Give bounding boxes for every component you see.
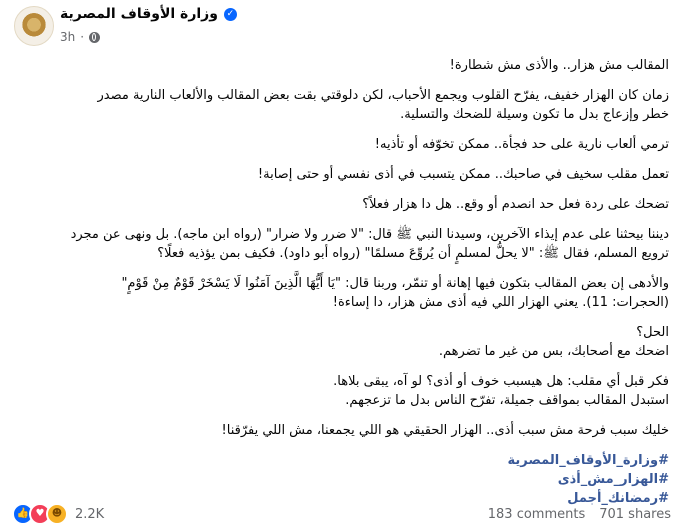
post-line: الحل؟ xyxy=(636,325,669,340)
post-line: خطر وإزعاج بدل ما تكون وسيلة للضحك والتسلية. xyxy=(400,107,669,122)
post-line: (الحجرات: 11). يعني الهزار اللي فيه أذى مش هزار، دا إساءة! xyxy=(332,295,669,310)
post-header xyxy=(0,0,683,52)
shares-count[interactable]: 701 shares xyxy=(599,506,671,522)
post-line: اضحك مع أصحابك، بس من غير ما تضرهم. xyxy=(438,344,669,359)
engagement-counts xyxy=(488,507,671,522)
post-paragraph xyxy=(14,323,669,361)
post-paragraph xyxy=(14,421,669,440)
globe-icon xyxy=(89,32,100,43)
post-line: المقالب مش هزار.. والأذى مش شطارة! xyxy=(449,58,669,73)
post-line: فكر قبل أي مقلب: هل هيسبب خوف أو أذى؟ لو آه، يبقى بلاها. xyxy=(333,374,669,389)
comments-count[interactable]: 183 comments xyxy=(487,506,586,522)
post-paragraph xyxy=(14,372,669,410)
reactions-summary[interactable] xyxy=(12,503,104,525)
love-icon: ♥ xyxy=(29,503,51,525)
post-line: والأدهى إن بعض المقالب بتكون فيها إهانة أو تنمّر، وربنا قال: "يَا أَيُّهَا الَّذِينَ آمَنُوا لَا يَسْخَرْ قَوْمٌ مِنْ قَوْمٍ" xyxy=(121,276,669,291)
page-avatar[interactable] xyxy=(14,6,54,46)
post-line: استبدل المقالب بمواقف جميلة، تفرّح الناس بدل ما تزعجهم. xyxy=(345,393,669,408)
post-paragraph xyxy=(14,135,669,154)
reactions-count: 2.2K xyxy=(75,506,105,522)
post-line: زمان كان الهزار خفيف، يفرّح القلوب ويجمع الأحباب، لكن دلوقتي بقت بعض المقالب والألعاب النارية مصدر xyxy=(97,88,669,103)
post-paragraph xyxy=(14,86,669,124)
post-footer xyxy=(0,499,683,529)
care-icon: ☻ xyxy=(46,503,68,525)
hashtag-link[interactable]: #وزارة_الأوقاف_المصرية xyxy=(507,453,669,468)
page-name-row xyxy=(60,6,237,22)
reaction-icons xyxy=(12,503,63,525)
post-paragraph xyxy=(14,274,669,312)
post-line: تضحك على ردة فعل حد انصدم أو وقع.. هل دا هزار فعلاً؟ xyxy=(362,197,669,212)
post-meta: 3h · xyxy=(60,30,100,44)
post-text xyxy=(14,56,669,508)
post-line: تعمل مقلب سخيف في صاحبك.. ممكن يتسبب في أذى نفسي أو حتى إصابة! xyxy=(257,167,669,182)
post-paragraph xyxy=(14,195,669,214)
ministry-logo-icon xyxy=(21,13,47,39)
post-paragraph xyxy=(14,165,669,184)
post-line: ديننا بيحثنا على عدم إيذاء الآخرين، وسيدنا النبي ﷺ قال: "لا ضرر ولا ضرار" (رواه ابن ماجه). بل ونهى عن مجرد xyxy=(70,227,669,242)
hashtag-link[interactable]: #الهزار_مش_أذى xyxy=(557,472,669,487)
post-time[interactable]: 3h xyxy=(60,30,76,44)
hashtag-link[interactable]: #رمضانك_أجمل xyxy=(567,491,669,506)
post-paragraph xyxy=(14,225,669,263)
like-icon: 👍 xyxy=(12,503,34,525)
post-line: خليك سبب فرحة مش سبب أذى.. الهزار الحقيقي هو اللي يجمعنا، مش اللي يفرّقنا! xyxy=(221,423,669,438)
post-line: ترمي ألعاب نارية على حد فجأة.. ممكن تخوّفه أو تأذيه! xyxy=(374,137,669,152)
post-line: ترويع المسلم، فقال ﷺ: "لا يحلُّ لمسلمٍ أن يُروِّعَ مسلمًا" (رواه أبو داود). فكيف بمن يؤذيه فعلًا؟ xyxy=(157,246,669,261)
verified-badge-icon: ✓ xyxy=(224,8,237,21)
post-paragraph xyxy=(14,56,669,75)
page-name[interactable]: وزارة الأوقاف المصرية xyxy=(60,6,218,22)
